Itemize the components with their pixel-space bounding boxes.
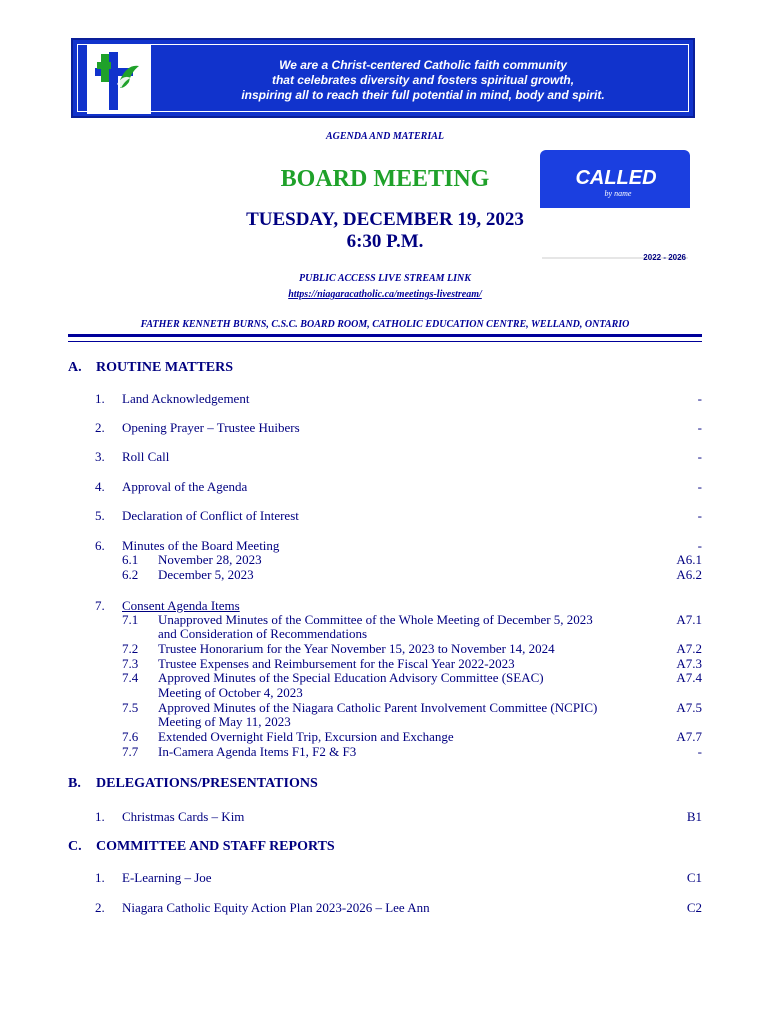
section-heading-b — [68, 776, 318, 792]
item-ref: C2 — [686, 900, 702, 915]
item-text: Land Acknowledgement — [122, 391, 250, 406]
item-text: Approval of the Agenda — [122, 479, 248, 494]
item-text: Niagara Catholic Equity Action Plan 2023-2026 – Lee Ann — [122, 900, 430, 915]
divider — [68, 341, 702, 342]
subitem-text: In-Camera Agenda Items F1, F2 & F3 — [158, 744, 357, 759]
subitem-number: 7.2 — [122, 641, 139, 656]
item-number: 6. — [95, 538, 105, 553]
item-text: Minutes of the Board Meeting — [122, 538, 280, 553]
meeting-title: BOARD MEETING — [280, 166, 490, 192]
subitem-ref: - — [697, 744, 702, 759]
subitem-text: Trustee Honorarium for the Year November 15, 2023 to November 14, 2024 — [158, 641, 555, 656]
mission-statement — [193, 58, 653, 103]
item-text: Roll Call — [122, 449, 170, 464]
mission-line: that celebrates diversity and fosters spiritual growth, — [271, 73, 575, 87]
subitem-text: Approved Minutes of the Special Education Advisory Committee (SEAC) — [158, 670, 544, 685]
item-ref: B1 — [686, 809, 702, 824]
section-heading-c — [68, 839, 335, 855]
section-heading-a — [68, 360, 233, 376]
subitem-ref: A7.4 — [676, 670, 702, 685]
item-number: 3. — [95, 449, 105, 464]
item-number: 2. — [95, 420, 105, 435]
item-number: 1. — [95, 870, 105, 885]
section-title: ROUTINE MATTERS — [96, 360, 234, 375]
item-text: E-Learning – Joe — [122, 870, 212, 885]
called-logo-sub: by name — [604, 189, 632, 198]
subitem-number: 6.1 — [122, 552, 139, 567]
board-logo — [87, 44, 151, 114]
item-number: 5. — [95, 508, 105, 523]
subitem-ref: A6.1 — [676, 552, 702, 567]
cross-dove-logo-icon — [87, 44, 151, 114]
section-letter: B. — [68, 776, 81, 791]
item-number: 1. — [95, 809, 105, 824]
item-ref: - — [697, 449, 702, 464]
item-ref: - — [697, 479, 702, 494]
subitem-number: 6.2 — [122, 567, 139, 582]
item-ref: C1 — [686, 870, 702, 885]
mission-line: inspiring all to reach their full potential in mind, body and spirit. — [241, 88, 605, 102]
called-by-name-logo — [540, 150, 690, 264]
subitem-number: 7.3 — [122, 656, 139, 671]
subitem-ref: A6.2 — [676, 567, 702, 582]
subitem-text: Trustee Expenses and Reimbursement for the Fiscal Year 2022-2023 — [158, 656, 515, 671]
section-title: DELEGATIONS/PRESENTATIONS — [96, 776, 318, 791]
livestream-link[interactable]: https://niagaracatholic.ca/meetings-livestream/ — [288, 289, 482, 300]
subitem-ref: A7.2 — [676, 641, 702, 656]
subitem-number: 7.4 — [122, 670, 139, 685]
item-ref: - — [697, 420, 702, 435]
mission-line: We are a Christ-centered Catholic faith community — [279, 58, 567, 72]
subitem-text: Approved Minutes of the Niagara Catholic Parent Involvement Committee (NCPIC) — [158, 700, 598, 715]
item-text: Opening Prayer – Trustee Huibers — [122, 420, 300, 435]
item-text: Christmas Cards – Kim — [122, 809, 245, 824]
subitem-ref: A7.1 — [676, 612, 702, 627]
mission-banner — [71, 38, 695, 118]
item-number: 2. — [95, 900, 105, 915]
subitem-ref: A7.7 — [676, 729, 702, 744]
meeting-date: TUESDAY, DECEMBER 19, 2023 — [246, 209, 524, 230]
subitem-number: 7.7 — [122, 744, 139, 759]
consent-agenda-link[interactable]: Consent Agenda Items — [122, 598, 240, 613]
subitem-text: Unapproved Minutes of the Committee of the Whole Meeting of December 5, 2023 — [158, 612, 593, 627]
subitem-ref: A7.3 — [676, 656, 702, 671]
subitem-text: and Consideration of Recommendations — [158, 626, 368, 641]
item-number: 1. — [95, 391, 105, 406]
livestream-label: PUBLIC ACCESS LIVE STREAM LINK — [299, 273, 471, 284]
item-number: 4. — [95, 479, 105, 494]
subitem-ref: A7.5 — [676, 700, 702, 715]
section-letter: A. — [68, 360, 82, 375]
meeting-time: 6:30 P.M. — [346, 231, 424, 252]
subitem-number: 7.1 — [122, 612, 139, 627]
subitem-text: Meeting of May 11, 2023 — [158, 714, 291, 729]
item-number: 7. — [95, 598, 105, 613]
item-ref: - — [697, 508, 702, 523]
item-ref: - — [697, 391, 702, 406]
subitem-number: 7.6 — [122, 729, 139, 744]
subitem-number: 7.5 — [122, 700, 139, 715]
subitem-text: Meeting of October 4, 2023 — [158, 685, 303, 700]
called-logo-icon — [540, 150, 690, 264]
called-logo-years: 2022 - 2026 — [643, 253, 686, 262]
section-title: COMMITTEE AND STAFF REPORTS — [96, 839, 335, 854]
item-ref: - — [697, 538, 702, 553]
subitem-text: December 5, 2023 — [158, 567, 254, 582]
meeting-location: FATHER KENNETH BURNS, C.S.C. BOARD ROOM, CATHOLIC EDUCATION CENTRE, WELLAND, ONTARIO — [68, 319, 702, 337]
item-text: Declaration of Conflict of Interest — [122, 508, 299, 523]
subitem-text: November 28, 2023 — [158, 552, 262, 567]
called-logo-word: CALLED — [575, 167, 657, 189]
agenda-label: AGENDA AND MATERIAL — [326, 131, 444, 142]
subitem-text: Extended Overnight Field Trip, Excursion and Exchange — [158, 729, 454, 744]
section-letter: C. — [68, 839, 82, 854]
